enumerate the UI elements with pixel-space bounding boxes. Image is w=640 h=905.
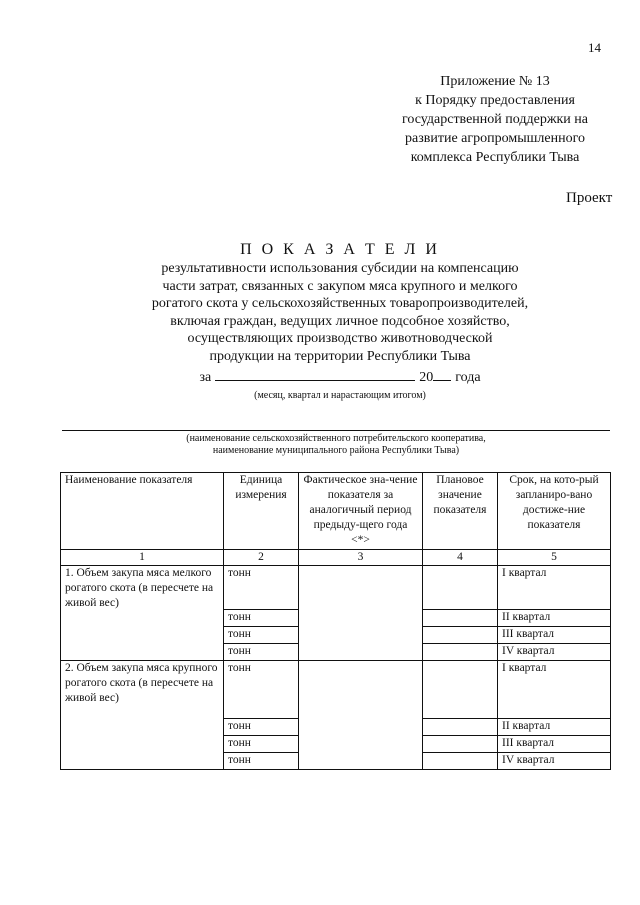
column-number: 2 [224, 550, 299, 566]
unit-cell: тонн [224, 644, 299, 661]
period-line [60, 368, 620, 386]
subtitle-line: включая граждан, ведущих личное подсобное хозяйство, [170, 313, 510, 329]
column-number: 1 [61, 550, 224, 566]
planned-value-cell [423, 644, 498, 661]
page-number: 14 [588, 40, 601, 55]
table-header-row [61, 473, 611, 550]
column-number: 5 [498, 550, 611, 566]
column-number-row [61, 550, 611, 566]
unit-cell: тонн [224, 610, 299, 627]
unit-cell: тонн [224, 736, 299, 753]
indicator-name: 1. Объем закупа мяса мелкого рогатого скота (в пересчете на живой вес) [61, 566, 224, 661]
period-year-prefix: 20 [419, 370, 434, 385]
term-cell: II квартал [498, 719, 611, 736]
document-subtitle [60, 260, 620, 365]
subtitle-line: осуществляющих производство животноводческой [187, 331, 493, 346]
unit-cell: тонн [224, 566, 299, 610]
period-suffix: года [455, 370, 481, 385]
planned-value-cell [423, 719, 498, 736]
term-cell: IV квартал [498, 644, 611, 661]
org-name-line [62, 430, 610, 431]
header-term: Срок, на кото-рый запланиро-вано достиже-ние показателя [498, 473, 611, 550]
unit-cell: тонн [224, 627, 299, 644]
document-title: П О К А З А Т Е Л И [240, 241, 440, 258]
subtitle-line: продукции на территории Республики Тыва [209, 348, 471, 364]
appendix-line: Приложение № 13 [440, 74, 550, 89]
term-cell: IV квартал [498, 753, 611, 770]
indicator-name: 2. Объем закупа мяса крупного рогатого скота (в пересчете на живой вес) [61, 661, 224, 770]
table-row [61, 661, 611, 719]
subtitle-line: части затрат, связанных с закупом мяса крупного и мелкого [162, 278, 518, 294]
appendix-line: развитие агропромышленного [405, 131, 585, 146]
org-note-line: (наименование сельскохозяйственного потребительского кооператива, [186, 433, 486, 444]
planned-value-cell [423, 610, 498, 627]
org-note-line: наименование муниципального района Республики Тыва) [212, 445, 460, 456]
subtitle-line: результативности использования субсидии на компенсацию [161, 261, 519, 276]
header-unit: Единица измерения [224, 473, 299, 550]
indicators-table [60, 472, 611, 770]
period-note: (месяц, квартал и нарастающим итогом) [254, 390, 426, 401]
term-cell: III квартал [498, 627, 611, 644]
column-number: 4 [423, 550, 498, 566]
header-actual-value: Фактическое зна-чение показателя за аналогичный период предыду-щего года <*> [299, 473, 423, 550]
appendix-line: государственной поддержки на [402, 112, 588, 127]
header-indicator-name: Наименование показателя [61, 473, 224, 550]
period-prefix: за [199, 370, 212, 385]
unit-cell: тонн [224, 719, 299, 736]
term-cell: I квартал [498, 566, 611, 610]
header-planned-value: Плановое значение показателя [423, 473, 498, 550]
appendix-block [370, 72, 620, 167]
term-cell: III квартал [498, 736, 611, 753]
year-blank [433, 368, 451, 381]
unit-cell: тонн [224, 661, 299, 719]
planned-value-cell [423, 627, 498, 644]
planned-value-cell [423, 736, 498, 753]
draft-label: Проект [566, 190, 613, 206]
planned-value-cell [423, 566, 498, 610]
planned-value-cell [423, 753, 498, 770]
actual-value-cell [299, 661, 423, 770]
period-blank [215, 368, 415, 381]
org-note [62, 433, 610, 457]
actual-value-cell [299, 566, 423, 661]
unit-cell: тонн [224, 753, 299, 770]
appendix-line: комплекса Республики Тыва [410, 150, 580, 165]
subtitle-line: рогатого скота у сельскохозяйственных товаропроизводителей, [151, 296, 529, 311]
term-cell: II квартал [498, 610, 611, 627]
column-number: 3 [299, 550, 423, 566]
term-cell: I квартал [498, 661, 611, 719]
planned-value-cell [423, 661, 498, 719]
table-row [61, 566, 611, 610]
appendix-line: к Порядку предоставления [415, 93, 575, 108]
